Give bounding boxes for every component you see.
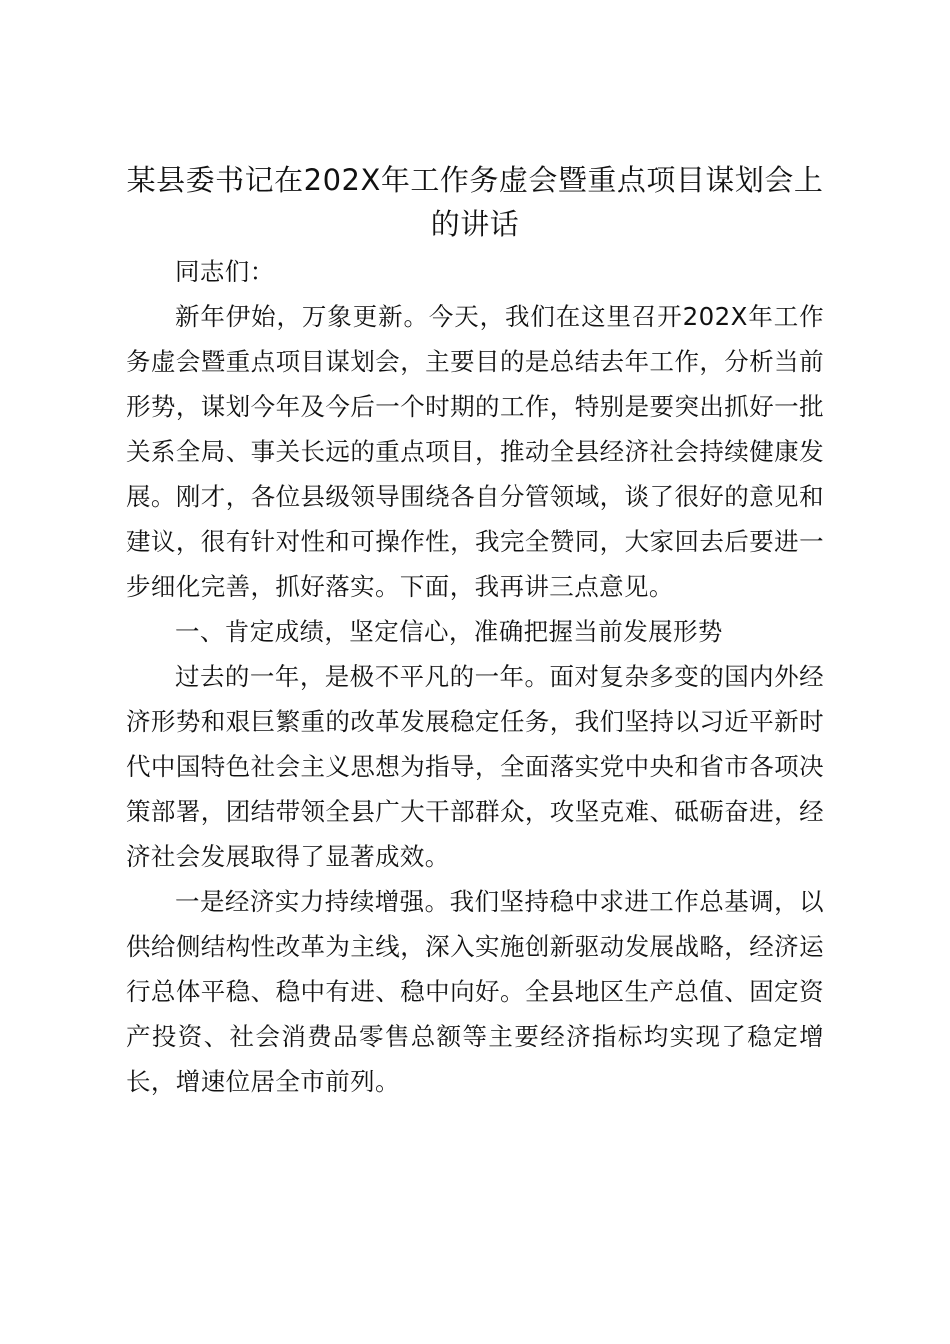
- section-heading-1: 一、肯定成绩，坚定信心，准确把握当前发展形势: [175, 617, 723, 646]
- title-line-1: 某县委书记在202X年工作务虚会暨重点项目谋划会上: [126, 163, 824, 197]
- section-1-paragraph-2: 一是经济实力持续增强。我们坚持稳中求进工作总基调，以供给侧结构性改革为主线，深入实施创新驱动发展战略，经济运行总体平稳、稳中有进、稳中向好。全县地区生产总值、固定资产投资、社会消费品零售总额等主要经济指标均实现了稳定增长，增速位居全市前列。: [126, 887, 824, 1096]
- document-title: [126, 158, 824, 246]
- salutation: 同志们：: [175, 257, 275, 286]
- title-line-2: 的讲话: [430, 207, 520, 241]
- intro-paragraph: 新年伊始，万象更新。今天，我们在这里召开202X年工作务虚会暨重点项目谋划会，主要目的是总结去年工作，分析当前形势，谋划今年及今后一个时期的工作，特别是要突出抓好一批关系全局、事关长远的重点项目，推动全县经济社会持续健康发展。刚才，各位县级领导围绕各自分管领域，谈了很好的意见和建议，很有针对性和可操作性，我完全赞同，大家回去后要进一步细化完善，抓好落实。下面，我再讲三点意见。: [126, 302, 824, 601]
- section-1-paragraph-1: 过去的一年，是极不平凡的一年。面对复杂多变的国内外经济形势和艰巨繁重的改革发展稳定任务，我们坚持以习近平新时代中国特色社会主义思想为指导，全面落实党中央和省市各项决策部署，团结带领全县广大干部群众，攻坚克难、砥砺奋进，经济社会发展取得了显著成效。: [126, 662, 824, 871]
- document-page: [126, 158, 824, 1104]
